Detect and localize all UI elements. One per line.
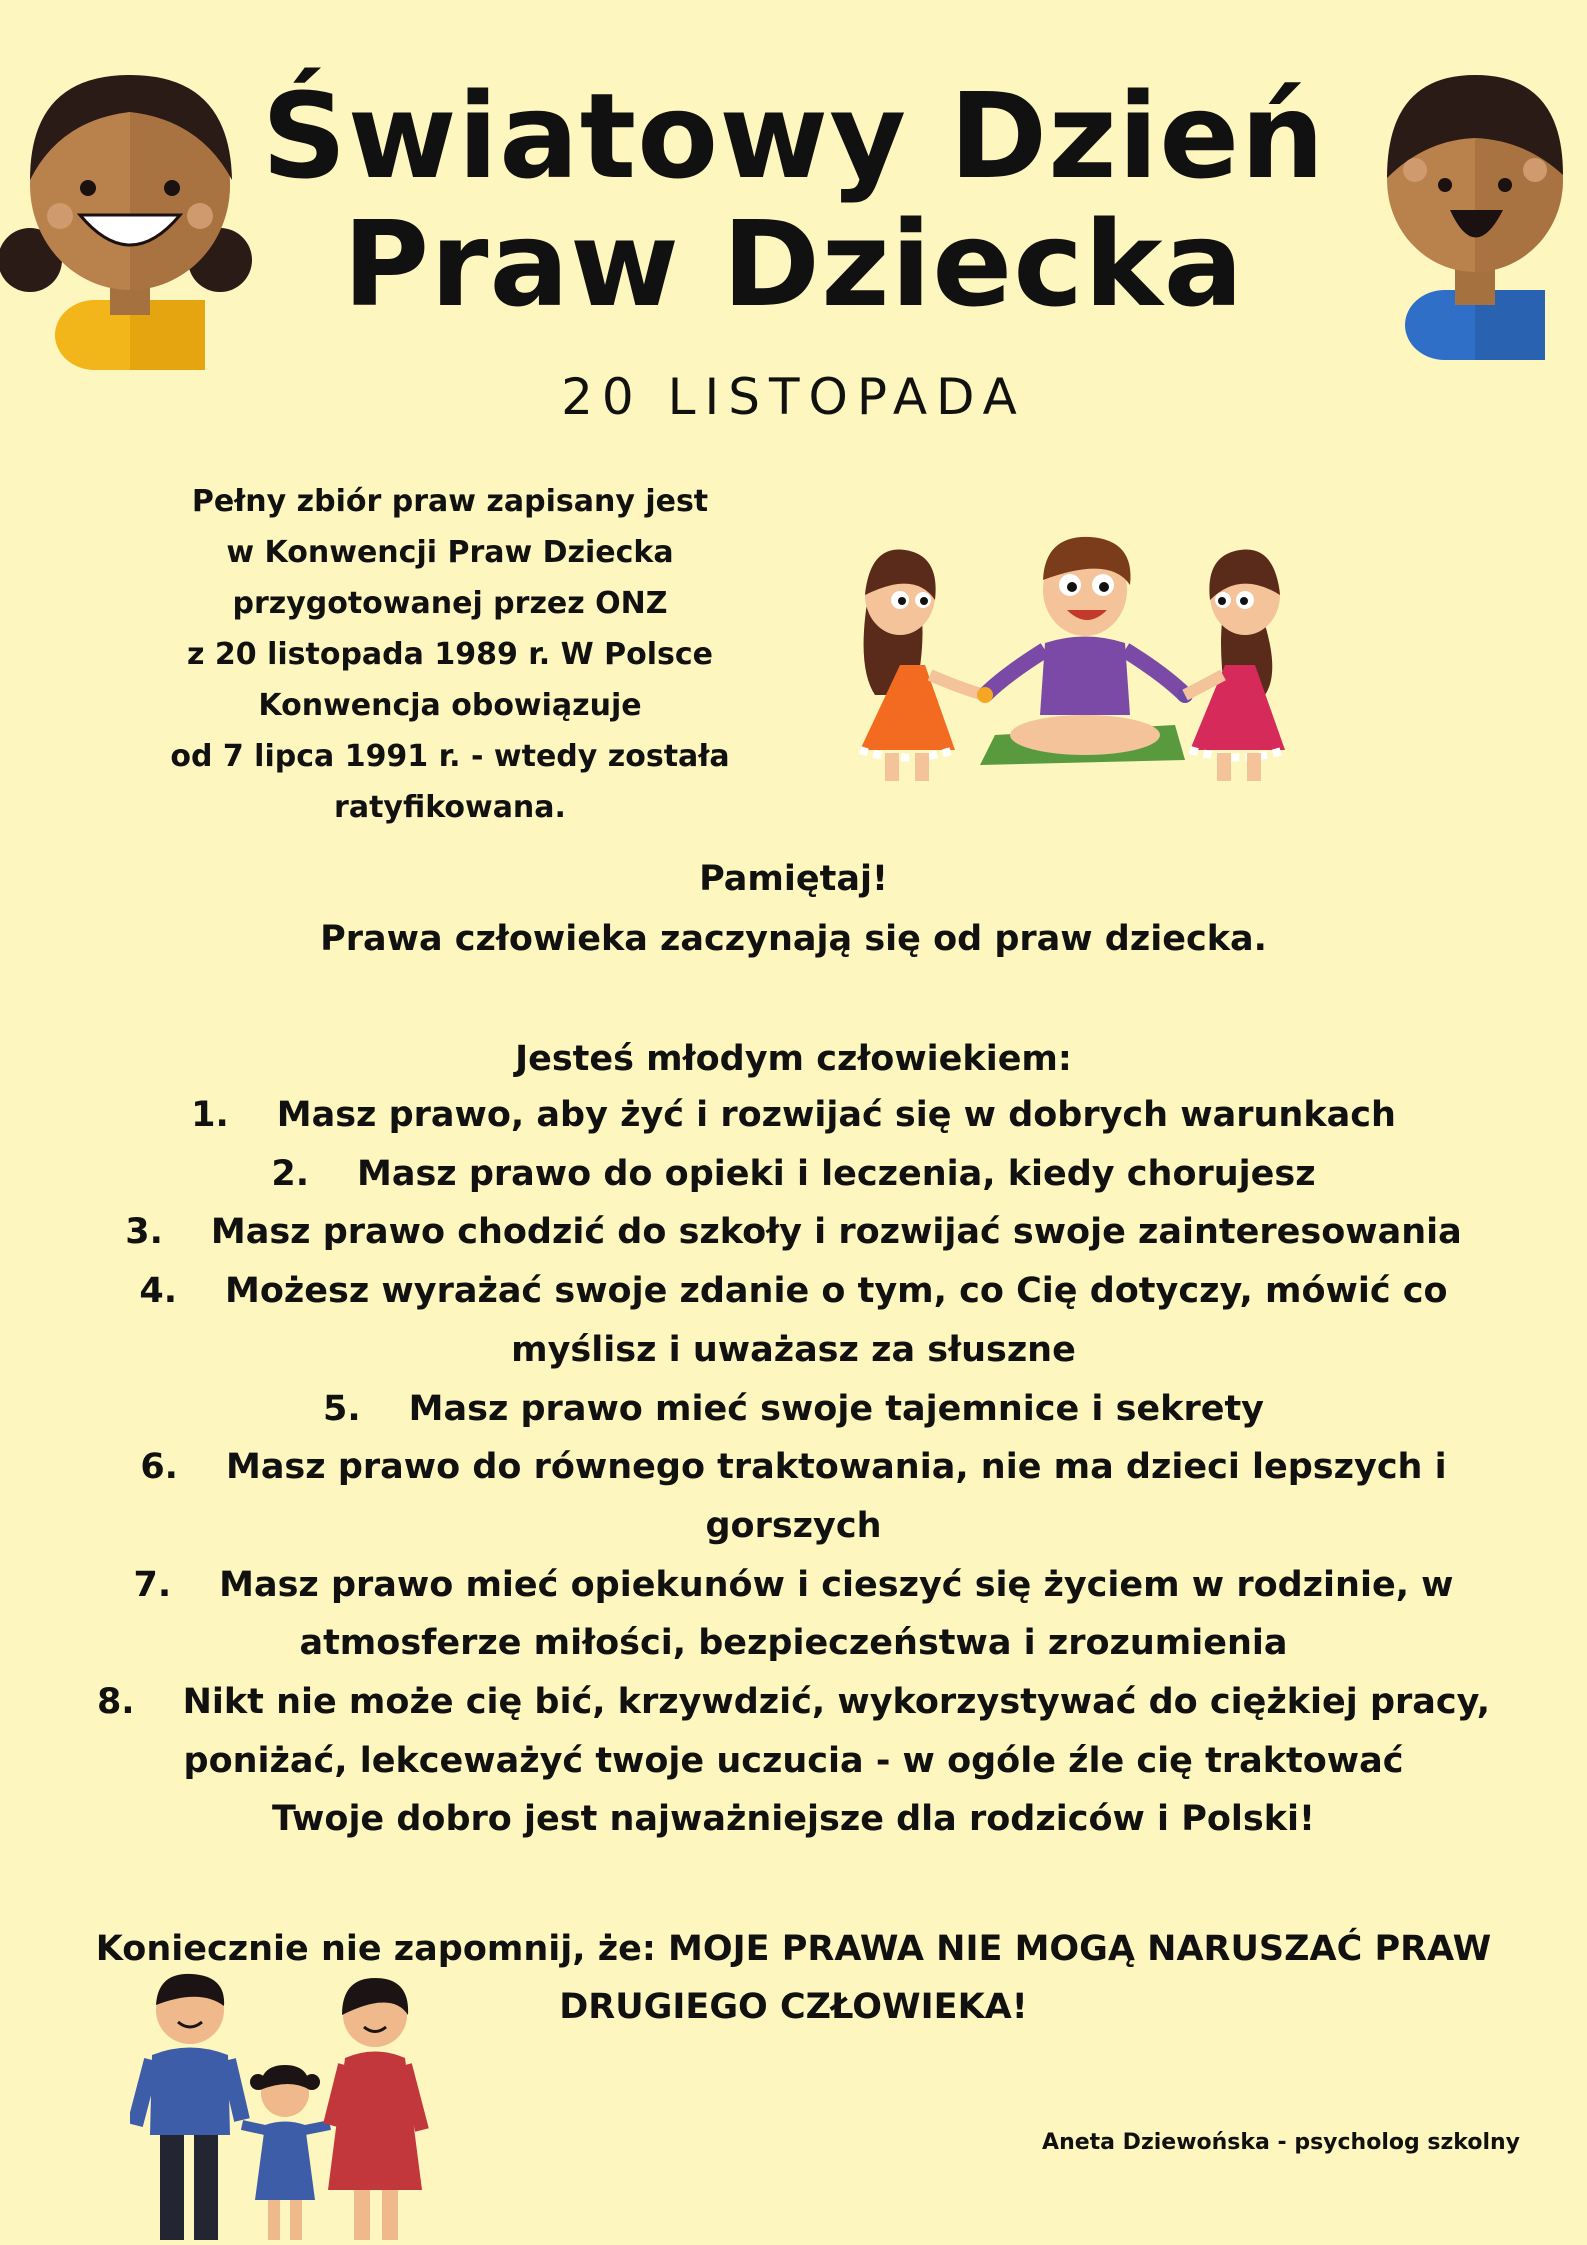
intro-line: w Konwencji Praw Dziecka bbox=[226, 535, 674, 570]
item-text: Masz prawo do opieki i leczenia, kiedy chorujesz bbox=[357, 1153, 1316, 1194]
title-line-1: Światowy Dzień bbox=[261, 67, 1326, 205]
list-item bbox=[60, 1556, 1527, 1673]
item-text: Masz prawo chodzić do szkoły i rozwijać swoje zainteresowania bbox=[210, 1212, 1462, 1253]
final-emphasis: MOJE PRAWA NIE MOGĄ NARUSZAĆ PRAW DRUGIEGO CZŁOWIEKA! bbox=[559, 1929, 1492, 2027]
item-number: 4. bbox=[139, 1271, 178, 1312]
intro-paragraph bbox=[140, 476, 760, 833]
item-number: 5. bbox=[323, 1388, 361, 1429]
family-illustration bbox=[130, 1960, 450, 2245]
list-item bbox=[60, 1380, 1527, 1439]
list-item bbox=[60, 1086, 1527, 1145]
rights-intro: Jesteś młodym człowiekiem: bbox=[515, 1039, 1072, 1079]
rights-closing: Twoje dobro jest najważniejsze dla rodziców i Polski! bbox=[272, 1799, 1315, 1840]
item-number: 8. bbox=[96, 1682, 135, 1723]
final-lead: Koniecznie nie zapomnij, że: bbox=[95, 1929, 656, 1969]
item-number: 1. bbox=[191, 1095, 229, 1135]
reminder-heading: Pamiętaj! bbox=[699, 859, 888, 899]
author-signature: Aneta Dziewońska - psycholog szkolny bbox=[1042, 2130, 1520, 2155]
item-number: 2. bbox=[271, 1153, 310, 1194]
date-subtitle: 20 LISTOPADA bbox=[561, 368, 1026, 426]
item-number: 3. bbox=[125, 1212, 163, 1253]
title-line-2: Praw Dziecka bbox=[342, 195, 1245, 333]
item-text: Nikt nie może cię bić, krzywdzić, wykorzystywać do ciężkiej pracy, poniżać, lekceważyć twoje uczucia - w ogóle źle cię traktować bbox=[182, 1682, 1491, 1781]
intro-line: ratyfikowana. bbox=[334, 790, 566, 825]
item-text: Masz prawo, aby żyć i rozwijać się w dobrych warunkach bbox=[276, 1095, 1396, 1135]
children-playing-illustration bbox=[845, 525, 1325, 785]
list-item bbox=[60, 1203, 1527, 1262]
intro-line: Pełny zbiór praw zapisany jest bbox=[191, 484, 709, 519]
item-number: 7. bbox=[133, 1564, 172, 1605]
item-text: Masz prawo do równego traktowania, nie ma dzieci lepszych i gorszych bbox=[225, 1447, 1447, 1546]
item-text: Możesz wyrażać swoje zdanie o tym, co Cię dotyczy, mówić co myślisz i uważasz za słuszne bbox=[225, 1271, 1448, 1370]
list-item bbox=[60, 1145, 1527, 1204]
list-item bbox=[60, 1673, 1527, 1790]
intro-line: z 20 listopada 1989 r. W Polsce bbox=[186, 637, 714, 672]
item-text: Masz prawo mieć opiekunów i cieszyć się życiem w rodzinie, w atmosferze miłości, bezpieczeństwa i zrozumienia bbox=[219, 1564, 1454, 1664]
rights-list bbox=[60, 1086, 1527, 1849]
reminder-text: Prawa człowieka zaczynają się od praw dziecka. bbox=[320, 919, 1267, 959]
intro-line: Konwencja obowiązuje bbox=[258, 688, 642, 723]
intro-line: przygotowanej przez ONZ bbox=[232, 586, 668, 621]
item-text: Masz prawo mieć swoje tajemnice i sekrety bbox=[408, 1388, 1264, 1429]
intro-line: od 7 lipca 1991 r. - wtedy została bbox=[170, 739, 730, 774]
list-item bbox=[60, 1262, 1527, 1379]
item-number: 6. bbox=[140, 1447, 178, 1488]
list-item bbox=[60, 1438, 1527, 1555]
